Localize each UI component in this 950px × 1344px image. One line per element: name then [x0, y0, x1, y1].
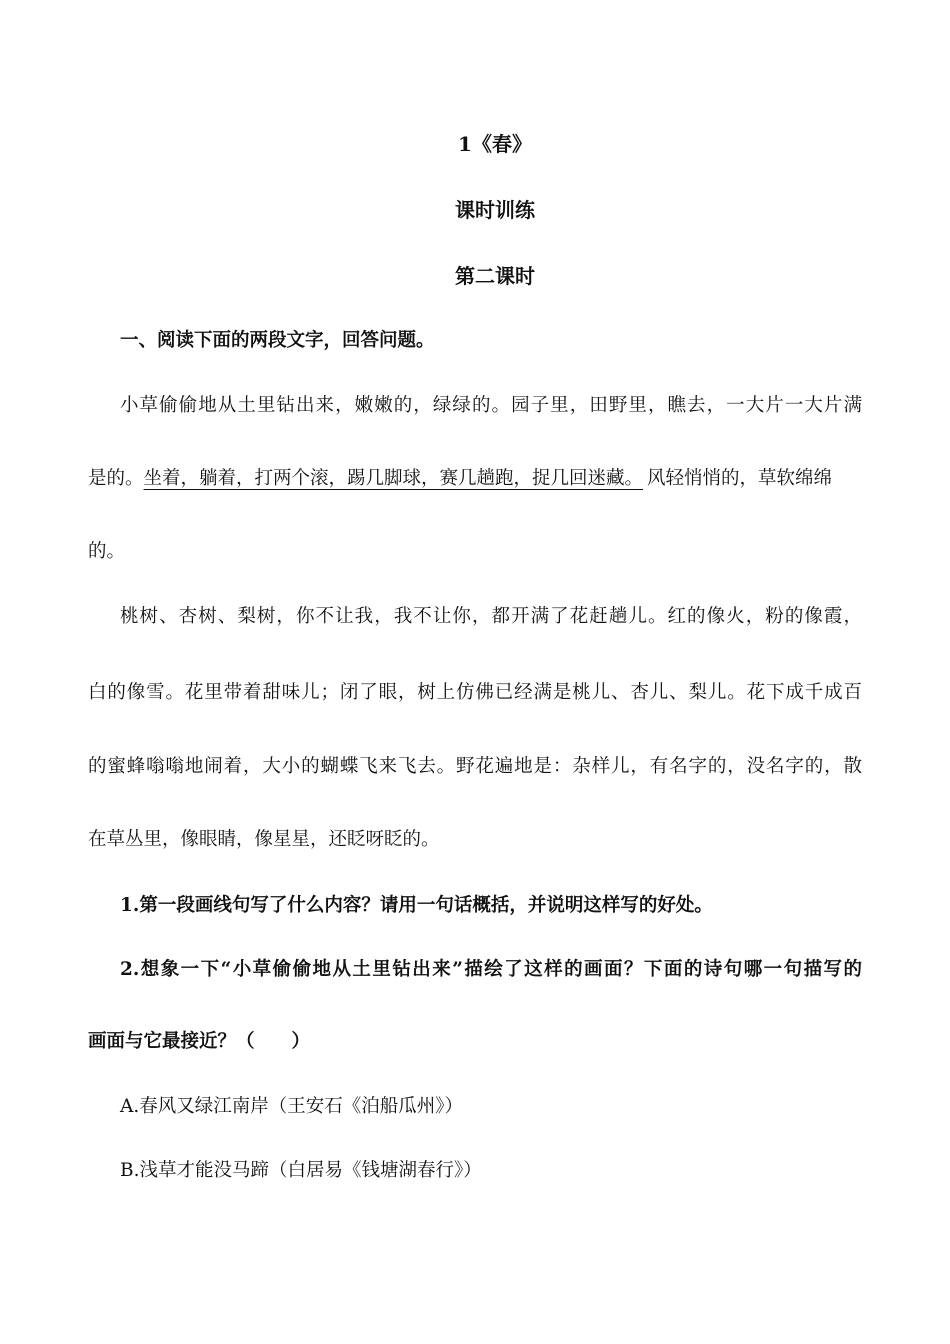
- document-title: 1《春》: [458, 132, 532, 156]
- passage-p1-line2: [88, 466, 862, 492]
- lesson-heading: 第二课时: [455, 264, 535, 288]
- question-2-line1: 2.想象一下“小草偷偷地从土里钻出来”描绘了这样的画面？下面的诗句哪一句描写的: [120, 959, 862, 980]
- passage-p1-line3: 的。: [88, 541, 126, 562]
- option-a: A.春风又绿江南岸（王安石《泊船瓜州》）: [120, 1096, 463, 1117]
- passage-p2-line4: 在草丛里，像眼睛，像星星，还眨呀眨的。: [88, 829, 440, 850]
- question-1: 1.第一段画线句写了什么内容？请用一句话概括，并说明这样写的好处。: [120, 895, 713, 916]
- passage-p2-line1: 桃树、杏树、梨树，你不让我，我不让你，都开满了花赶趟儿。红的像火，粉的像霞，: [120, 606, 862, 627]
- passage-p1-text: 是的。: [88, 468, 144, 489]
- option-b: B.浅草才能没马蹄（白居易《钱塘湖春行》）: [120, 1160, 482, 1181]
- underlined-sentence: 坐着，躺着，打两个滚，踢几脚球，赛几趟跑，捉几回迷藏。: [143, 468, 644, 489]
- passage-p1-line1: 小草偷偷地从土里钻出来，嫩嫩的，绿绿的。园子里，田野里，瞧去，一大片一大片满: [120, 395, 862, 416]
- question-2-line2: 画面与它最接近？（ ）: [88, 1031, 311, 1052]
- passage-p2-line3: 的蜜蜂嗡嗡地闹着，大小的蝴蝶飞来飞去。野花遍地是：杂样儿，有名字的，没名字的，散: [88, 756, 862, 777]
- section-heading: 一、阅读下面的两段文字，回答问题。: [120, 330, 435, 351]
- passage-p2-line2: 白的像雪。花里带着甜味儿；闭了眼，树上仿佛已经满是桃儿、杏儿、梨儿。花下成千成百: [88, 682, 862, 703]
- passage-p1-text: 风轻悄悄的，草软绵绵: [647, 468, 833, 489]
- document-subtitle: 课时训练: [455, 198, 535, 222]
